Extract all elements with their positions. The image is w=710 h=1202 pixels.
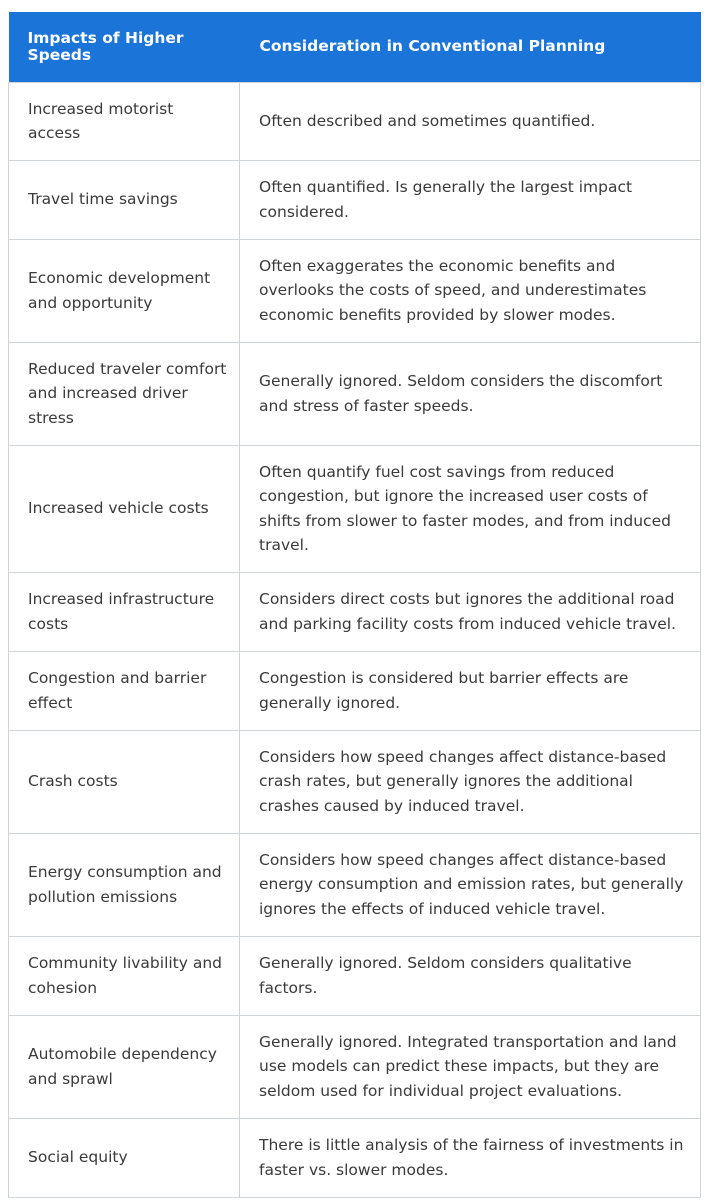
consideration-cell: Considers direct costs but ignores the additional road and parking facility costs from induced vehicle travel. — [240, 572, 701, 651]
impact-cell: Congestion and barrier effect — [9, 651, 240, 730]
table-row — [9, 936, 701, 1015]
impact-cell: Social equity — [9, 1118, 240, 1197]
impact-cell: Economic development and opportunity — [9, 239, 240, 342]
table-row — [9, 651, 701, 730]
consideration-cell: Congestion is considered but barrier effects are generally ignored. — [240, 651, 701, 730]
impact-cell: Travel time savings — [9, 160, 240, 239]
consideration-cell: Considers how speed changes affect distance-based energy consumption and emission rates, but generally ignores the effects of induced vehicle travel. — [240, 833, 701, 936]
impact-cell: Automobile dependency and sprawl — [9, 1015, 240, 1118]
table-row — [9, 1015, 701, 1118]
higher-speeds-planning-table — [8, 12, 701, 1198]
header-consideration: Consideration in Conventional Planning — [240, 12, 701, 82]
consideration-cell: Often quantify fuel cost savings from reduced congestion, but ignore the increased user costs of shifts from slower to faster modes, and from induced travel. — [240, 445, 701, 572]
consideration-cell: Generally ignored. Seldom considers qualitative factors. — [240, 936, 701, 1015]
table-row — [9, 342, 701, 445]
consideration-cell: Often exaggerates the economic benefits and overlooks the costs of speed, and underestimates economic benefits provided by slower modes. — [240, 239, 701, 342]
table-row — [9, 82, 701, 160]
consideration-cell: Often quantified. Is generally the largest impact considered. — [240, 160, 701, 239]
table-row — [9, 445, 701, 572]
header-impacts: Impacts of Higher Speeds — [9, 12, 240, 82]
table-body — [9, 82, 701, 1197]
table-row — [9, 730, 701, 833]
consideration-cell: Often described and sometimes quantified. — [240, 82, 701, 160]
impact-cell: Community livability and cohesion — [9, 936, 240, 1015]
table-header — [9, 12, 701, 82]
consideration-cell: Considers how speed changes affect distance-based crash rates, but generally ignores the additional crashes caused by induced travel. — [240, 730, 701, 833]
table-row — [9, 160, 701, 239]
header-row — [9, 12, 701, 82]
table-row — [9, 833, 701, 936]
impact-cell: Reduced traveler comfort and increased driver stress — [9, 342, 240, 445]
consideration-cell: Generally ignored. Seldom considers the discomfort and stress of faster speeds. — [240, 342, 701, 445]
consideration-cell: Generally ignored. Integrated transportation and land use models can predict these impacts, but they are seldom used for individual project evaluations. — [240, 1015, 701, 1118]
table-row — [9, 1118, 701, 1197]
planning-table-container — [8, 12, 700, 1198]
impact-cell: Increased motorist access — [9, 82, 240, 160]
table-row — [9, 239, 701, 342]
impact-cell: Increased infrastructure costs — [9, 572, 240, 651]
impact-cell: Crash costs — [9, 730, 240, 833]
table-row — [9, 572, 701, 651]
impact-cell: Energy consumption and pollution emissions — [9, 833, 240, 936]
impact-cell: Increased vehicle costs — [9, 445, 240, 572]
consideration-cell: There is little analysis of the fairness of investments in faster vs. slower modes. — [240, 1118, 701, 1197]
